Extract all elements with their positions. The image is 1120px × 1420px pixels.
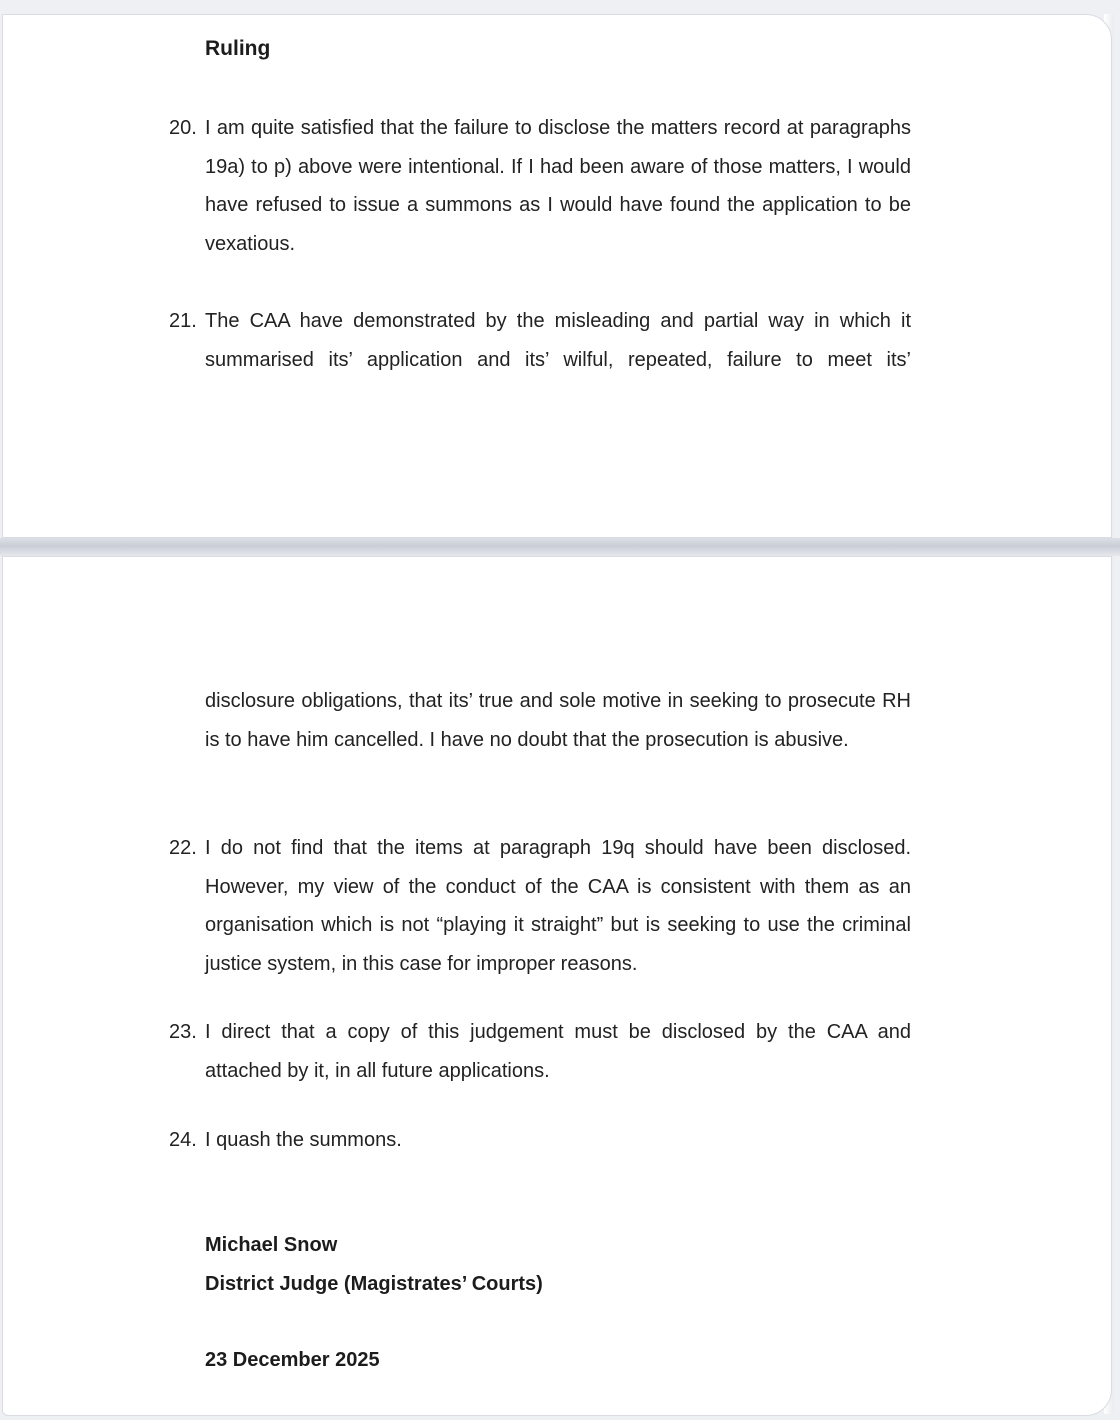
document-page-top <box>2 14 1112 538</box>
signature-name: Michael Snow <box>205 1234 338 1256</box>
paragraph-23 <box>169 1013 911 1090</box>
paragraph-number: 21. <box>169 310 197 332</box>
paragraph-number: 24. <box>169 1129 197 1151</box>
paragraph-text: The CAA have demonstrated by the misleading and partial way in which it summarised its’ application and its’ wilful, repeated, failure to meet its’ <box>205 310 911 371</box>
paragraph-text: I do not find that the items at paragraph 19q should have been disclosed. However, my view of the conduct of the CAA is consistent with them as an organisation which is not “playing it straight” but is seeking to use the criminal justice system, in this case for improper reasons. <box>205 837 911 975</box>
signature-title: District Judge (Magistrates’ Courts) <box>205 1273 543 1295</box>
paragraph-number: 23. <box>169 1021 197 1043</box>
ruling-date: 23 December 2025 <box>205 1349 380 1371</box>
paragraph-text: I quash the summons. <box>205 1129 402 1151</box>
paragraph-number: 22. <box>169 837 197 859</box>
paragraph-22 <box>169 829 911 983</box>
paragraph-21 <box>169 302 911 379</box>
paragraph-20 <box>169 109 911 263</box>
paragraph-21-continuation: disclosure obligations, that its’ true and sole motive in seeking to prosecute RH is to have him cancelled. I have no doubt that the prosecution is abusive. <box>205 690 911 751</box>
ruling-heading: Ruling <box>205 37 271 60</box>
paragraph-text: I am quite satisfied that the failure to disclose the matters record at paragraphs 19a) to p) above were intentional. If I had been aware of those matters, I would have refused to issue a summons as I would have found the application to be vexatious. <box>205 117 911 255</box>
document-page-bottom <box>2 556 1112 1416</box>
paragraph-text: I direct that a copy of this judgement must be disclosed by the CAA and attached by it, in all future applications. <box>205 1021 911 1082</box>
paragraph-number: 20. <box>169 117 197 139</box>
page-break-divider <box>0 538 1120 556</box>
paragraph-24 <box>169 1121 911 1160</box>
